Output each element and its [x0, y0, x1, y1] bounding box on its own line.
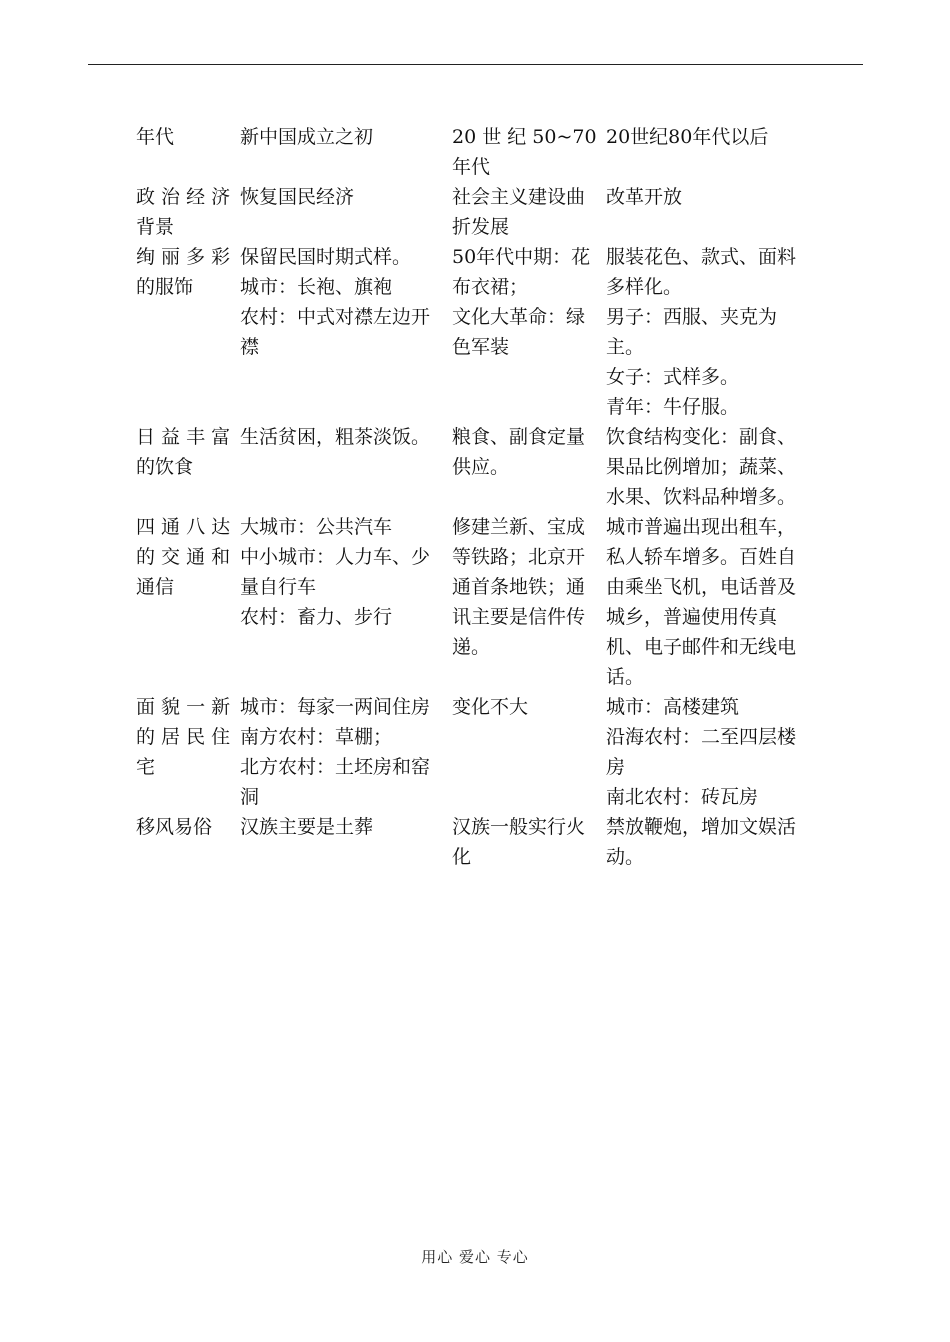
table-row [136, 422, 826, 512]
table-cell: 禁放鞭炮，增加文娱活 动。 [606, 816, 797, 868]
table-cell: 城市：高楼建筑 沿海农村：二至四层楼 房 南北农村：砖瓦房 [606, 696, 797, 808]
table-cell: 保留民国时期式样。 城市：长袍、旗袍 农村：中式对襟左边开 襟 [240, 246, 431, 358]
table-cell: 汉族一般实行火 化 [452, 816, 586, 868]
row-label: 年代 [136, 126, 175, 148]
table-cell: 粮食、副食定量 供应。 [452, 426, 586, 478]
table-cell: 生活贫困，粗茶淡饭。 [240, 426, 431, 448]
table-row [136, 242, 826, 422]
row-label: 四 通 八 达 的 交 通 和 通信 [136, 516, 231, 598]
table-cell: 50年代中期：花 布衣裙； 文化大革命：绿 色军装 [452, 246, 591, 358]
row-label: 日 益 丰 富 的饮食 [136, 426, 231, 478]
table-cell: 社会主义建设曲 折发展 [452, 186, 586, 238]
table-row [136, 122, 826, 182]
table-cell: 新中国成立之初 [240, 126, 374, 148]
row-label: 政 治 经 济 背景 [136, 186, 231, 238]
row-label: 绚 丽 多 彩 的服饰 [136, 246, 231, 298]
page-footer: 用心 爱心 专心 [421, 1248, 529, 1266]
table-row [136, 182, 826, 242]
table-cell: 修建兰新、宝成 等铁路；北京开 通首条地铁；通 讯主要是信件传 递。 [452, 516, 586, 658]
table-row [136, 812, 826, 872]
table-cell: 20世纪80年代以后 [606, 126, 769, 148]
row-label: 移风易俗 [136, 816, 213, 838]
table-cell: 大城市：公共汽车 中小城市：人力车、少 量自行车 农村：畜力、步行 [240, 516, 431, 628]
row-label: 面 貌 一 新 的 居 民 住 宅 [136, 696, 231, 778]
table-cell: 城市：每家一两间住房 南方农村：草棚； 北方农村：土坯房和窑 洞 [240, 696, 431, 808]
table-cell: 汉族主要是土葬 [240, 816, 374, 838]
table-cell: 变化不大 [452, 696, 529, 718]
comparison-table [136, 122, 826, 872]
table-row [136, 692, 826, 812]
header-rule [88, 64, 863, 65]
table-cell: 20 世 纪 50~70 年代 [452, 126, 597, 178]
table-row [136, 512, 826, 692]
document-body [136, 122, 826, 872]
table-cell: 改革开放 [606, 186, 683, 208]
table-cell: 服装花色、款式、面料 多样化。 男子：西服、夹克为 主。 女子：式样多。 青年：牛仔服。 [606, 246, 797, 418]
table-cell: 城市普遍出现出租车， 私人轿车增多。百姓自 由乘坐飞机，电话普及 城乡，普遍使用传真 机、电子邮件和无线电 话。 [606, 516, 797, 688]
table-cell: 饮食结构变化：副食、 果品比例增加；蔬菜、 水果、饮料品种增多。 [606, 426, 797, 508]
table-cell: 恢复国民经济 [240, 186, 355, 208]
